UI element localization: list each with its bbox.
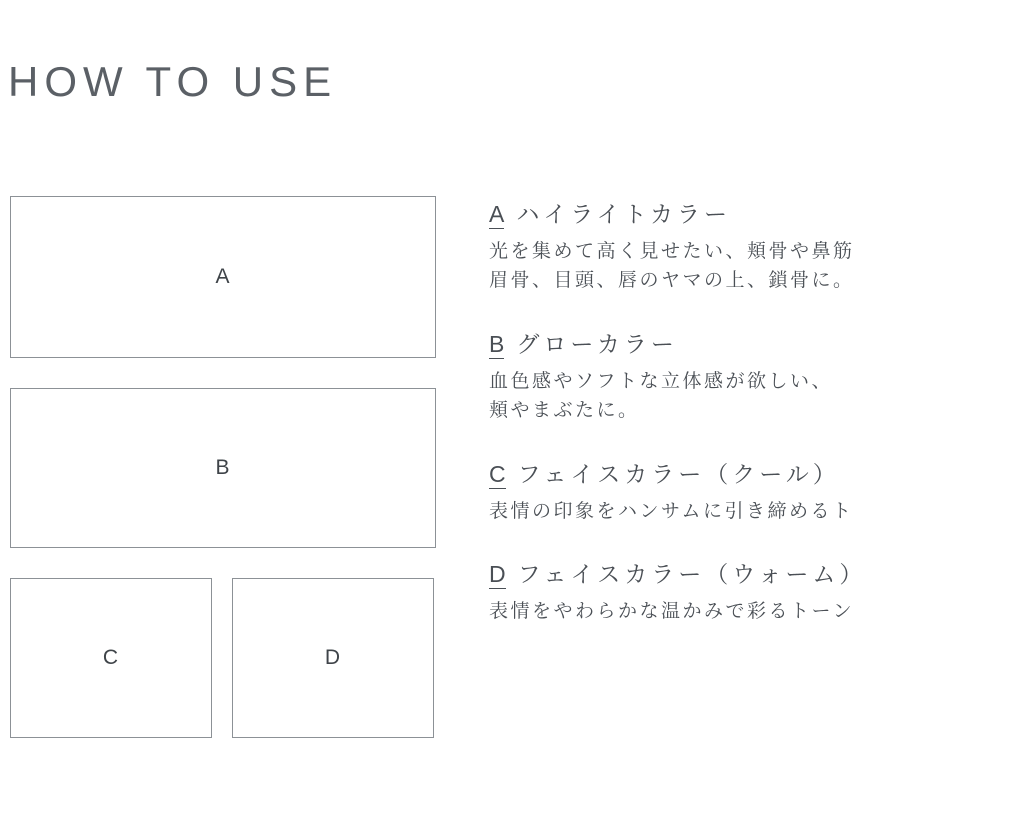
swatch-c bbox=[10, 578, 212, 738]
description-block-d bbox=[489, 556, 1024, 626]
description-letter-c: C bbox=[489, 460, 506, 487]
swatch-b-label: B bbox=[215, 456, 231, 479]
description-body-c-line1: 表情の印象をハンサムに引き締めるト bbox=[489, 500, 854, 522]
swatch-c-label: C bbox=[102, 646, 120, 669]
description-block-a bbox=[489, 196, 1024, 296]
description-body-d bbox=[489, 597, 1024, 626]
description-title-d: フェイスカラー（ウォーム） bbox=[517, 561, 867, 588]
swatch-a bbox=[10, 196, 436, 358]
description-body-a-line2: 眉骨、目頭、唇のヤマの上、鎖骨に。 bbox=[489, 270, 855, 292]
description-title-b: グローカラー bbox=[516, 330, 678, 357]
swatch-row-cd bbox=[10, 578, 440, 738]
description-body-a bbox=[489, 237, 1024, 296]
swatch-d bbox=[232, 578, 434, 738]
swatch-d-label: D bbox=[324, 646, 342, 669]
description-heading-b bbox=[489, 326, 1024, 359]
description-block-b bbox=[489, 326, 1024, 426]
swatch-b bbox=[10, 388, 436, 548]
description-body-c bbox=[489, 497, 1024, 526]
description-letter-b: B bbox=[489, 330, 505, 357]
description-body-b-line1: 血色感やソフトな立体感が欲しい、 bbox=[489, 370, 834, 392]
description-title-a: ハイライトカラー bbox=[516, 201, 731, 227]
description-heading-c bbox=[489, 456, 1024, 489]
description-body-a-line1: 光を集めて高く見せたい、頬骨や鼻筋 bbox=[489, 241, 855, 262]
description-body-d-line1: 表情をやわらかな温かみで彩るトーン bbox=[489, 601, 855, 623]
description-column bbox=[489, 196, 1024, 649]
description-heading-a bbox=[489, 196, 1024, 229]
swatch-column bbox=[10, 196, 440, 738]
description-heading-d bbox=[489, 556, 1024, 589]
description-title-c: フェイスカラー（クール） bbox=[517, 460, 840, 487]
description-block-c bbox=[489, 456, 1024, 526]
description-body-b-line2: 頬やまぶたに。 bbox=[489, 400, 640, 422]
page-title: HOW TO USE bbox=[8, 58, 338, 105]
description-letter-a: A bbox=[489, 201, 505, 227]
description-letter-d: D bbox=[489, 561, 506, 588]
description-body-b bbox=[489, 367, 1024, 426]
swatch-a-label: A bbox=[215, 265, 231, 288]
